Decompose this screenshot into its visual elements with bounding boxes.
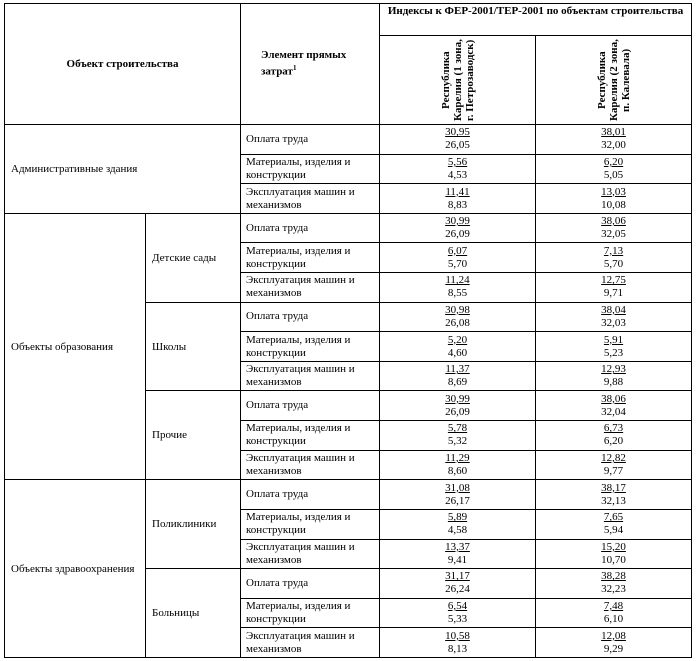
current-index: 38,28 [601, 570, 626, 583]
previous-index: 5,70 [603, 257, 624, 270]
index-value-r1 [380, 539, 536, 569]
index-value-r1 [380, 598, 536, 628]
previous-index: 9,77 [603, 465, 624, 477]
previous-index: 26,08 [445, 316, 470, 329]
element-name: Материалы, изделия и конструкции [241, 154, 380, 184]
indices-header: Индексы к ФЕР-2001/ТЕР-2001 по объектам строительства [380, 4, 692, 36]
previous-index: 32,23 [601, 583, 626, 596]
element-name: Эксплуатация машин и механизмов [241, 273, 380, 303]
index-value-r1 [380, 302, 536, 332]
current-index: 13,03 [601, 185, 626, 198]
index-value-r2 [536, 569, 692, 599]
current-index: 5,56 [447, 155, 468, 168]
index-value-r2 [536, 361, 692, 391]
table-body [5, 125, 692, 658]
current-index: 13,37 [445, 540, 470, 553]
previous-index: 5,33 [447, 613, 468, 626]
index-value-r2 [536, 243, 692, 273]
footnote-mark: 1 [292, 64, 297, 73]
element-name: Эксплуатация машин и механизмов [241, 628, 380, 658]
index-value-r2 [536, 539, 692, 569]
previous-index: 8,55 [447, 287, 468, 300]
current-index: 7,13 [603, 244, 624, 257]
current-index: 5,91 [603, 333, 624, 346]
element-name: Материалы, изделия и конструкции [241, 243, 380, 273]
current-index: 38,17 [601, 481, 626, 494]
element-name: Оплата труда [241, 302, 380, 332]
previous-index: 5,23 [603, 346, 624, 359]
region-header-2-text: Республика Карелия (2 зона, п. Калевала) [595, 39, 632, 121]
index-value-r2 [536, 154, 692, 184]
previous-index: 6,10 [603, 613, 624, 626]
previous-index: 9,29 [603, 642, 624, 655]
group-name: Объекты образования [5, 213, 146, 479]
previous-index: 4,60 [447, 346, 468, 359]
index-value-r2 [536, 598, 692, 628]
previous-index: 5,05 [603, 168, 624, 181]
previous-index: 8,69 [447, 376, 468, 389]
previous-index: 32,00 [601, 139, 626, 152]
previous-index: 5,94 [603, 524, 624, 537]
element-name: Эксплуатация машин и механизмов [241, 361, 380, 391]
previous-index: 26,24 [445, 583, 470, 596]
index-value-r1 [380, 480, 536, 510]
previous-index: 8,60 [447, 465, 468, 477]
index-value-r1 [380, 509, 536, 539]
element-name: Материалы, изделия и конструкции [241, 421, 380, 451]
index-value-r2 [536, 302, 692, 332]
element-name: Материалы, изделия и конструкции [241, 598, 380, 628]
current-index: 7,48 [603, 600, 624, 613]
object-header: Объект строительства [5, 4, 241, 125]
previous-index: 26,09 [445, 228, 470, 241]
group-name: Объекты здравоохранения [5, 480, 146, 658]
table-row [5, 125, 692, 155]
element-header-text: Элемент прямых затрат [261, 49, 347, 78]
previous-index: 26,09 [445, 405, 470, 418]
current-index: 12,82 [601, 452, 626, 464]
element-name: Оплата труда [241, 125, 380, 155]
current-index: 30,98 [445, 303, 470, 316]
subgroup-name: Прочие [146, 391, 241, 480]
subgroup-name: Больницы [146, 569, 241, 658]
previous-index: 10,70 [601, 553, 626, 566]
index-value-r1 [380, 391, 536, 421]
current-index: 38,06 [601, 392, 626, 405]
region-header-1-text: Республика Карелия (1 зона, г. Петрозаводск) [439, 39, 476, 121]
subgroup-name: Детские сады [146, 213, 241, 302]
index-value-r1 [380, 243, 536, 273]
current-index: 12,93 [601, 363, 626, 376]
group-name: Административные здания [5, 125, 241, 214]
element-name: Оплата труда [241, 569, 380, 599]
current-index: 11,29 [445, 452, 470, 464]
element-name: Оплата труда [241, 213, 380, 243]
index-value-r1 [380, 628, 536, 658]
index-value-r2 [536, 509, 692, 539]
previous-index: 9,41 [447, 553, 468, 566]
region-header-1 [380, 36, 536, 125]
current-index: 31,17 [445, 570, 470, 583]
region-header-2 [536, 36, 692, 125]
current-index: 30,99 [445, 215, 470, 228]
previous-index: 5,32 [447, 435, 468, 448]
previous-index: 26,17 [445, 494, 470, 507]
previous-index: 8,83 [447, 198, 468, 211]
previous-index: 6,20 [603, 435, 624, 448]
index-value-r2 [536, 332, 692, 362]
current-index: 7,65 [603, 511, 624, 524]
previous-index: 9,71 [603, 287, 624, 300]
element-name: Материалы, изделия и конструкции [241, 332, 380, 362]
previous-index: 4,58 [447, 524, 468, 537]
current-index: 31,08 [445, 481, 470, 494]
current-index: 6,54 [447, 600, 468, 613]
table-row [5, 480, 692, 510]
previous-index: 5,70 [447, 257, 468, 270]
subgroup-name: Школы [146, 302, 241, 391]
current-index: 11,24 [445, 274, 470, 287]
element-name: Оплата труда [241, 391, 380, 421]
previous-index: 4,53 [447, 168, 468, 181]
element-header [241, 4, 380, 125]
element-name: Эксплуатация машин и механизмов [241, 450, 380, 480]
table-row [5, 213, 692, 243]
index-value-r2 [536, 450, 692, 480]
current-index: 15,20 [601, 540, 626, 553]
current-index: 12,08 [601, 629, 626, 642]
index-value-r2 [536, 184, 692, 214]
current-index: 30,95 [445, 126, 470, 139]
index-value-r1 [380, 361, 536, 391]
current-index: 11,37 [445, 363, 470, 376]
element-name: Эксплуатация машин и механизмов [241, 539, 380, 569]
previous-index: 8,13 [447, 642, 468, 655]
current-index: 5,78 [447, 422, 468, 435]
current-index: 6,20 [603, 155, 624, 168]
index-value-r1 [380, 332, 536, 362]
previous-index: 9,88 [603, 376, 624, 389]
index-value-r2 [536, 213, 692, 243]
current-index: 6,73 [603, 422, 624, 435]
index-value-r2 [536, 421, 692, 451]
previous-index: 32,04 [601, 405, 626, 418]
index-value-r2 [536, 628, 692, 658]
index-value-r2 [536, 125, 692, 155]
index-value-r1 [380, 450, 536, 480]
previous-index: 32,05 [601, 228, 626, 241]
current-index: 10,58 [445, 629, 470, 642]
current-index: 38,01 [601, 126, 626, 139]
indices-table [4, 3, 692, 658]
current-index: 11,41 [445, 185, 470, 198]
previous-index: 10,08 [601, 198, 626, 211]
previous-index: 32,13 [601, 494, 626, 507]
index-value-r1 [380, 421, 536, 451]
index-value-r2 [536, 391, 692, 421]
element-name: Эксплуатация машин и механизмов [241, 184, 380, 214]
index-value-r1 [380, 213, 536, 243]
index-value-r1 [380, 184, 536, 214]
index-value-r1 [380, 569, 536, 599]
current-index: 12,75 [601, 274, 626, 287]
element-name: Оплата труда [241, 480, 380, 510]
subgroup-name: Поликлиники [146, 480, 241, 569]
index-value-r2 [536, 273, 692, 303]
current-index: 5,89 [447, 511, 468, 524]
index-value-r1 [380, 125, 536, 155]
previous-index: 26,05 [445, 139, 470, 152]
current-index: 5,20 [447, 333, 468, 346]
current-index: 6,07 [447, 244, 468, 257]
current-index: 38,04 [601, 303, 626, 316]
previous-index: 32,03 [601, 316, 626, 329]
index-value-r1 [380, 154, 536, 184]
index-value-r1 [380, 273, 536, 303]
element-name: Материалы, изделия и конструкции [241, 509, 380, 539]
index-value-r2 [536, 480, 692, 510]
current-index: 30,99 [445, 392, 470, 405]
current-index: 38,06 [601, 215, 626, 228]
